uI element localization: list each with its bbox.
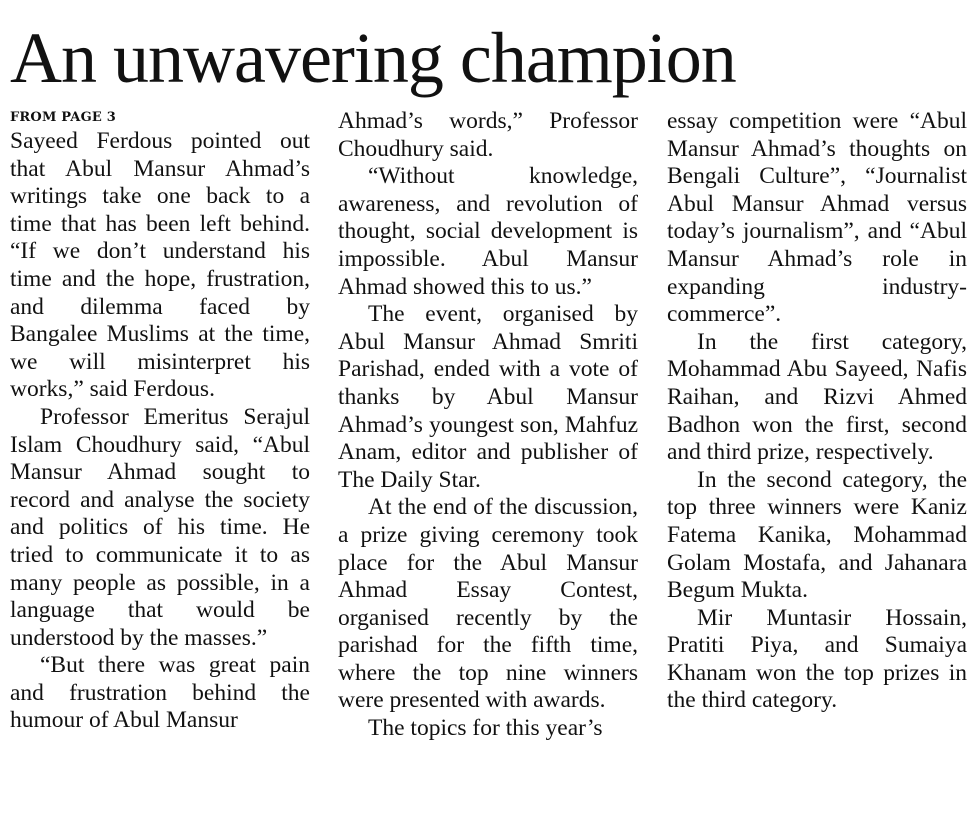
paragraph: In the first category, Mohammad Abu Sayeed, Nafis Raihan, and Rizvi Ahmed Badhon won the first, second and third prize, respectively.	[667, 328, 967, 466]
paragraph: The topics for this year’s	[368, 715, 603, 742]
paragraph: Professor Emeritus Serajul Islam Choudhury said, “Abul Mansur Ahmad sought to record and analyse the society and politics of his time. He tried to communicate it to as many people as possible, in a language that would be understood by the masses.”	[10, 403, 310, 651]
paragraph: Mir Muntasir Hossain, Pratiti Piya, and Sumaiya Khanam won the top prizes in the third category.	[667, 604, 967, 714]
paragraph: Ahmad’s words,” Professor Choudhury said.	[338, 108, 638, 162]
paragraph: “But there was great pain and frustration behind the humour of Abul Mansur	[10, 652, 310, 734]
paragraph: At the end of the discussion, a prize giving ceremony took place for the Abul Mansur Ahmad Essay Contest, organised recently by the parishad for the fifth time, where the top nine winners were presented with awards.	[338, 494, 638, 714]
paragraph: The event, organised by Abul Mansur Ahmad Smriti Parishad, ended with a vote of thanks by Abul Mansur Ahmad’s youngest son, Mahfuz Anam, editor and publisher of The Daily Star.	[338, 301, 638, 493]
paragraph: In the second category, the top three winners were Kaniz Fatema Kanika, Mohammad Golam Mostafa, and Jahanara Begum Mukta.	[667, 466, 967, 604]
paragraph: “Without knowledge, awareness, and revolution of thought, social development is impossible. Abul Mansur Ahmad showed this to us.”	[338, 163, 638, 300]
article-column-2	[338, 108, 638, 743]
paragraph: Sayeed Ferdous pointed out that Abul Mansur Ahmad’s writings take one back to a time that has been left behind. “If we don’t understand his time and the hope, frustration, and dilemma faced by Bangalee Muslims at the time, we will misinterpret his works,” said Ferdous.	[10, 128, 310, 403]
headline: An unwavering champion	[10, 18, 736, 98]
article-column-1	[10, 108, 310, 735]
continued-from-label: FROM PAGE 3	[10, 110, 116, 125]
paragraph: essay competition were “Abul Mansur Ahmad’s thoughts on Bengali Culture”, “Journalist Abul Mansur Ahmad versus today’s journalism”, and “Abul Mansur Ahmad’s role in expanding industry-commerce”.	[667, 108, 967, 328]
article-column-3	[667, 108, 967, 715]
